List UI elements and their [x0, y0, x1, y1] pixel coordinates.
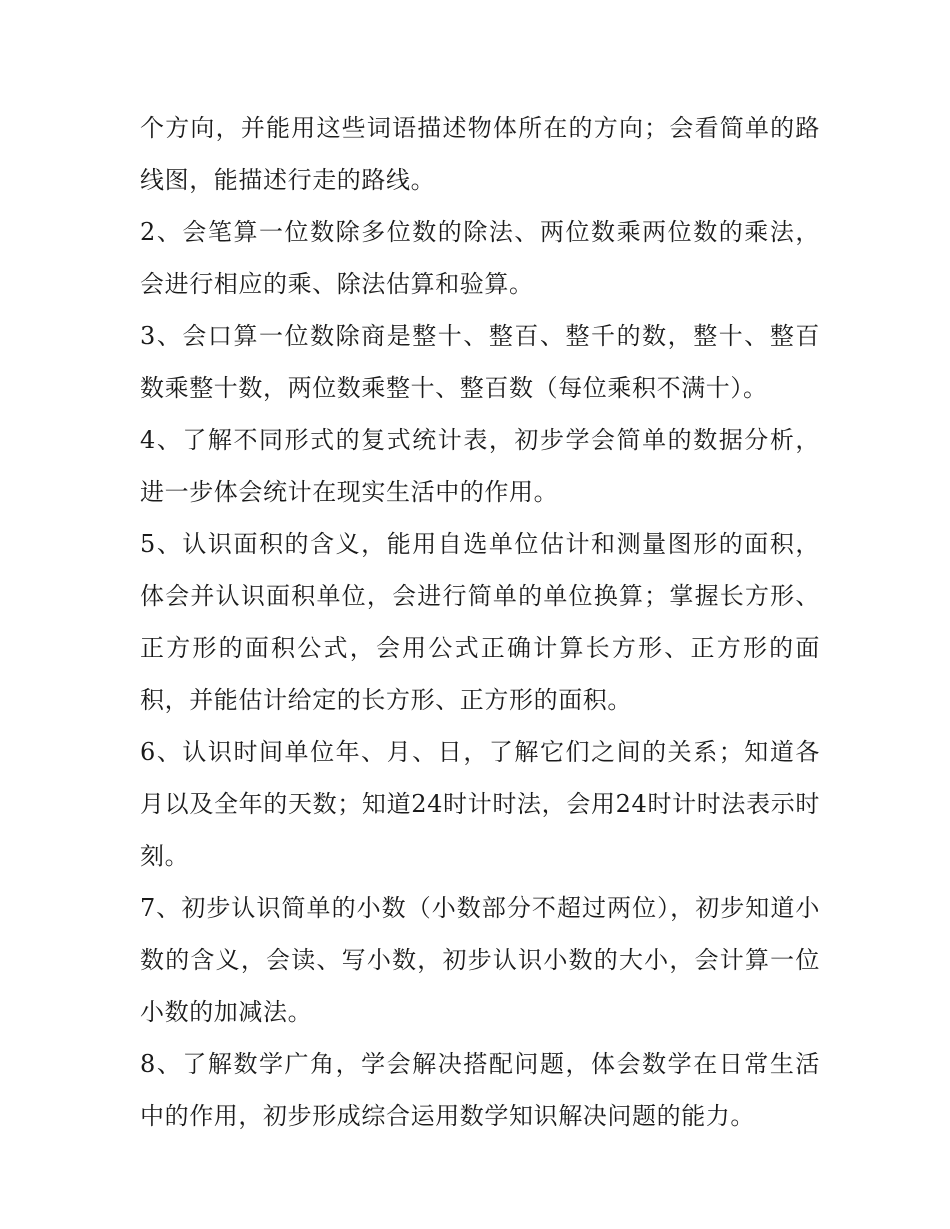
paragraph-direction-continuation: 个方向，并能用这些词语描述物体所在的方向；会看简单的路线图，能描述行走的路线。: [140, 114, 820, 194]
paragraph-item-3: 3、会口算一位数除商是整十、整百、整千的数，整十、整百数乘整十数，两位数乘整十、整百数（每位乘积不满十）。: [140, 322, 820, 402]
paragraph-item-4: 4、了解不同形式的复式统计表，初步学会简单的数据分析，进一步体会统计在现实生活中的作用。: [140, 426, 820, 506]
paragraph-item-5: 5、认识面积的含义，能用自选单位估计和测量图形的面积，体会并认识面积单位，会进行简单的单位换算；掌握长方形、正方形的面积公式，会用公式正确计算长方形、正方形的面积，并能估计给定的长方形、正方形的面积。: [140, 530, 820, 714]
paragraph-item-2: 2、会笔算一位数除多位数的除法、两位数乘两位数的乘法，会进行相应的乘、除法估算和验算。: [140, 218, 820, 298]
paragraph-item-8: 8、了解数学广角，学会解决搭配问题，体会数学在日常生活中的作用，初步形成综合运用数学知识解决问题的能力。: [140, 1050, 820, 1130]
paragraph-item-6: 6、认识时间单位年、月、日，了解它们之间的关系；知道各月以及全年的天数；知道24时计时法，会用24时计时法表示时刻。: [140, 738, 820, 870]
paragraph-item-7: 7、初步认识简单的小数（小数部分不超过两位），初步知道小数的含义，会读、写小数，初步认识小数的大小，会计算一位小数的加减法。: [140, 894, 820, 1026]
document-body: [140, 102, 820, 1142]
